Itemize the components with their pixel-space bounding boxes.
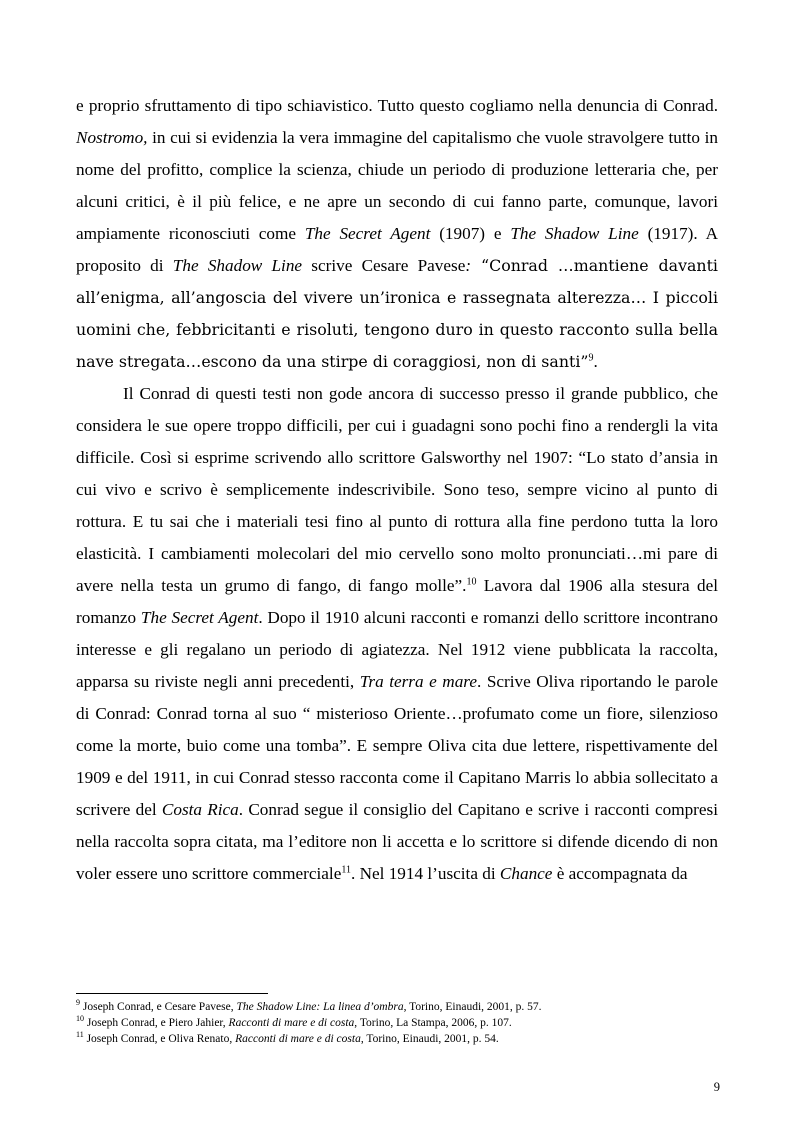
- footnote-number: 9: [76, 998, 80, 1008]
- body-text: [76, 90, 718, 890]
- title-shadow-line: The Shadow Line: [172, 256, 303, 275]
- footnote-text: , Torino, Einaudi, 2001, p. 57.: [403, 1001, 542, 1013]
- footnote-title: Racconti di mare e di costa: [228, 1017, 355, 1029]
- text-run: (1907) e: [430, 224, 511, 243]
- title-shadow-line: The Shadow Line: [510, 224, 639, 243]
- footnote-ref-11: 11: [341, 864, 351, 876]
- footnote-number: 11: [76, 1030, 84, 1040]
- text-run: e proprio sfruttamento di tipo schiavistico. Tutto questo cogliamo nella denuncia di Conrad.: [76, 96, 718, 115]
- footnote-ref-10: 10: [466, 576, 477, 588]
- footnote-text: Joseph Conrad, e Oliva Renato,: [83, 1033, 236, 1045]
- text-run: . Dopo il 1910 alcuni racconti e romanzi dello scrittore incontrano interesse e gli regalano un periodo di agiatezza. Nel 1912 viene pubblicata la raccolta, apparsa su riviste negli anni precedenti,: [76, 608, 718, 691]
- footnote-9: [76, 999, 736, 1015]
- footnote-title: The Shadow Line: La linea d’ombra: [236, 1001, 404, 1013]
- text-run: (1917). A proposito di: [76, 224, 718, 275]
- footnote-number: 10: [76, 1014, 84, 1024]
- title-secret-agent: The Secret Agent: [140, 608, 259, 627]
- footnote-text: , Torino, La Stampa, 2006, p. 107.: [354, 1017, 512, 1029]
- text-run: :: [465, 256, 472, 275]
- text-run: .: [593, 352, 598, 371]
- footnote-text: Joseph Conrad, e Cesare Pavese,: [80, 1001, 237, 1013]
- text-run: . Scrive Oliva riportando le parole di Conrad: Conrad torna al suo “ misterioso Oriente…profumato come un fiore, silenzioso come la morte, buio come una tomba”. E sempre Oliva cita due lettere, rispettivamente del 1909 e del 1911, in cui Conrad stesso racconta come il Capitano Marris lo abbia sollecitato a scrivere del: [76, 672, 718, 819]
- text-run: Lavora dal 1906 alla stesura del romanzo: [76, 576, 718, 627]
- footnote-10: [76, 1015, 736, 1031]
- text-run: scrive Cesare Pavese: [302, 256, 466, 275]
- text-run: in cui si evidenzia la vera immagine del capitalismo che vuole stravolgere tutto in nome del profitto, complice la scienza, chiude un periodo di produzione letteraria che, per alcuni critici, è il più felice, e ne apre un secondo di cui fanno parte, comunque, lavori ampiamente riconosciuti come: [76, 128, 718, 243]
- pavese-quote: “Conrad …mantiene davanti all’enigma, all’angoscia del vivere un’ironica e rassegnata alterezza… I piccoli uomini che, febbricitanti e risoluti, tengono duro in questo racconto sulla bella nave stregata…escono da una stirpe di coraggiosi, non di santi”: [76, 256, 718, 371]
- title-nostromo: Nostromo,: [76, 128, 148, 147]
- footnote-text: , Torino, Einaudi, 2001, p. 54.: [360, 1033, 499, 1045]
- text-run: . Nel 1914 l’uscita di: [350, 864, 500, 883]
- text-run: è accompagnata da: [552, 864, 688, 883]
- footnote-ref-9: 9: [588, 352, 594, 364]
- text-run: Il Conrad di questi testi non gode ancora di successo presso il grande pubblico, che considera le sue opere troppo difficili, per cui i guadagni sono pochi fino a rendergli la vita difficile. Così si esprime scrivendo allo scrittore Galsworthy nel 1907: “Lo stato d’ansia in cui vivo e scrivo è semplicemente indescrivibile. Sono teso, sempre vicino al punto di rottura. E tu sai che i materiali tesi fino al punto di rottura alla fine perdono tutta la loro elasticità. I cambiamenti molecolari del mio cervello sono molto pronunciati…mi pare di avere nella testa un grumo di fango, di fango molle”.: [76, 384, 718, 595]
- title-costa-rica: Costa Rica: [161, 800, 239, 819]
- title-secret-agent: The Secret Agent: [304, 224, 431, 243]
- paragraph-1: [76, 90, 718, 378]
- footnote-divider: [76, 993, 268, 994]
- page-number: 9: [713, 1080, 720, 1094]
- footnote-title: Racconti di mare e di costa: [235, 1033, 361, 1045]
- footnote-text: Joseph Conrad, e Piero Jahier,: [84, 1017, 229, 1029]
- title-tra-terra-e-mare: Tra terra e mare: [359, 672, 477, 691]
- footnotes: [76, 999, 736, 1047]
- footnote-11: [76, 1031, 736, 1047]
- text-run: . Conrad segue il consiglio del Capitano e scrive i racconti compresi nella raccolta sopra citata, ma l’editore non li accetta e lo scrittore si difende dicendo di non voler essere uno scrittore commerciale: [76, 800, 718, 883]
- paragraph-2: [76, 378, 718, 890]
- title-chance: Chance: [499, 864, 553, 883]
